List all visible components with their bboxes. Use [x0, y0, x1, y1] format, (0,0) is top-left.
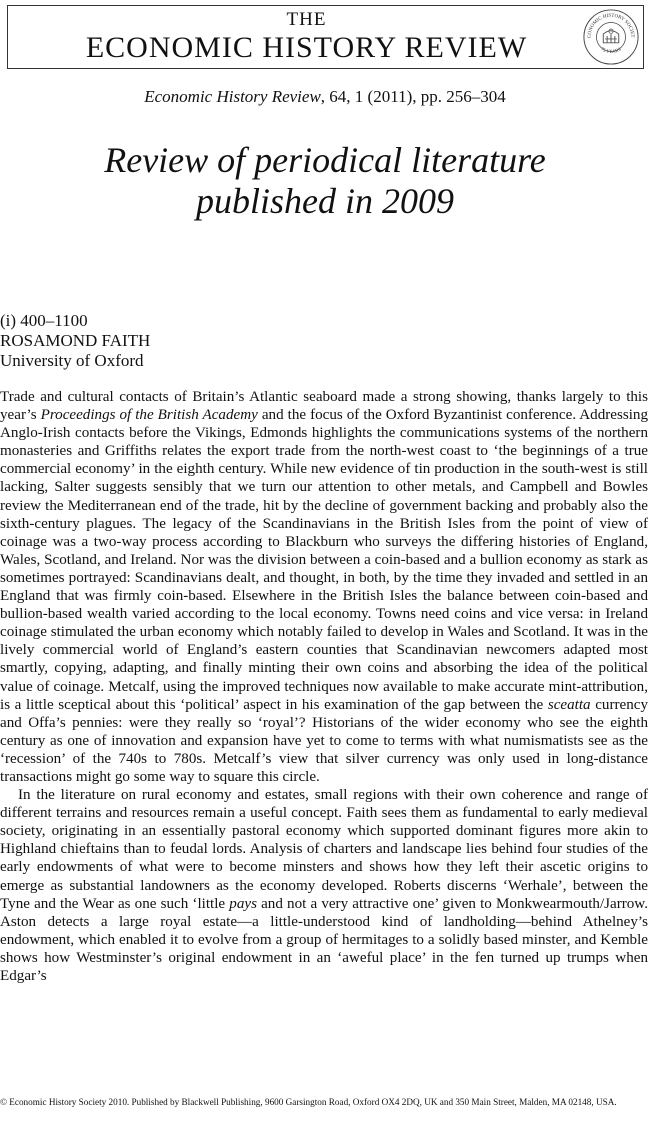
journal-name: Economic History Review [144, 87, 321, 106]
article-citation [0, 87, 650, 107]
section-author: ROSAMOND FAITH [0, 331, 151, 350]
citation-details: , 64, 1 (2011), pp. 256–304 [320, 87, 506, 106]
paragraph-2 [0, 786, 648, 985]
paragraph-1-italic-term: sceatta [547, 696, 591, 713]
review-title-line-2: published in 2009 [196, 181, 454, 221]
svg-text:75 YEARS: 75 YEARS [599, 47, 623, 55]
paragraph-2-text-c: and not a very attractive one’ given to Monkwearmouth/Jarrow. Aston detects a large royal estate—a little-understood kind of landholding—behind Athelney’s endowment, which enabled it to evolve from a group of hermitages to a solidly based minster, and Kemble shows how Westminster’s original endowment in an ‘aweful place’ in the fen turned up trumps when Edgar’s [0, 895, 649, 984]
paragraph-2-italic-term: pays [229, 895, 257, 912]
review-title [0, 140, 650, 222]
article-body [0, 388, 648, 985]
copyright-footer: © Economic History Society 2010. Published by Blackwell Publishing, 9600 Garsington Road, Oxford OX4 2DQ, UK and 350 Main Street, Malden, MA 02148, USA. [0, 1097, 617, 1107]
section-heading [0, 311, 150, 371]
paragraph-1-text-a: Trade and cultural contacts of Britain’s Atlantic seaboard made a strong showing, thanks largely to this year’s [0, 389, 648, 424]
section-affiliation: University of Oxford [0, 351, 144, 370]
section-period: (i) 400–1100 [0, 311, 88, 330]
masthead-title: ECONOMIC HISTORY REVIEW [85, 31, 528, 64]
masthead-the: THE [286, 9, 327, 30]
paragraph-1-text-c: and the focus of the Oxford Byzantinist conference. Addressing Anglo-Irish contacts before the Vikings, Edmonds highlights the communications systems of the northern monasteries and Griffiths relates the export trade from the north-west coast to ‘the beginnings of a true commercial economy’ in the eighth century. While new evidence of tin production in the south-west is still lacking, Salter suggests sensibly that we turn our attention to other metals, and Campbell and Bowles review the Mediterranean end of the trade, hit by the decline of government backing and probably also the sixth-century plagues. The legacy of the Scandinavians in the British Isles from the point of view of coinage was a two-way process according to Blackburn who surveys the differing histories of England, Wales, Scotland, and Ireland. Nor was the division between a coin-based and a bullion economy as stark as sometimes portrayed: Scandinavians dealt, and thought, in both, by the time they invaded and settled in an England that was firmly coin-based. Elsewhere in the British Isles the balance between coin-based and bullion-based wealth varied according to the local economy. Towns need coins and vice versa: in Ireland coinage stimulated the urban economy which notably failed to develop in Wales and Scotland. It was in the lively commercial world of England’s eastern counties that Scandinavian newcomers adapted most smartly, copying, adapting, and finally minting their own coins and absorbing the idea of the political value of coinage. Metcalf, using the improved techniques now available to make accurate mint-attribution, is a little sceptical about this ‘political’ aspect in his examination of the gap between the [0, 407, 649, 713]
svg-text:ECONOMIC HISTORY SOCIETY: CONOMIC HISTORY SOCIET [587, 13, 635, 39]
journal-masthead [7, 5, 644, 69]
paragraph-1-text-e: currency and Offa’s pennies: were they really so ‘royal’? Historians of the wider economy who see the eighth century as one of innovation and expansion have yet to come to terms with what numismatists see as the ‘recession’ of the 740s to 780s. Metcalf’s view that silver currency was only used in long-distance transactions might go some way to square this circle. [0, 696, 648, 785]
society-seal-logo [582, 8, 640, 66]
paragraph-1 [0, 388, 648, 786]
paragraph-2-text-a: In the literature on rural economy and estates, small regions with their own coherence and range of different terrains and resources remain a useful concept. Faith sees them as fundamental to early medieval society, originating in an essentially pastoral economy which supported dominant figures more akin to Highland chieftains than to feudal lords. Analysis of charters and landscape lies behind four studies of the early endowments of what were to become minsters and shows how they left their ascetic origins to emerge as substantial landowners as the economy developed. Roberts discerns ‘Werhale’, between the Tyne and the Wear as one such ‘little [0, 787, 648, 912]
paragraph-1-italic-title: Proceedings of the British Academy [40, 407, 258, 424]
review-title-line-1: Review of periodical literature [104, 140, 546, 180]
